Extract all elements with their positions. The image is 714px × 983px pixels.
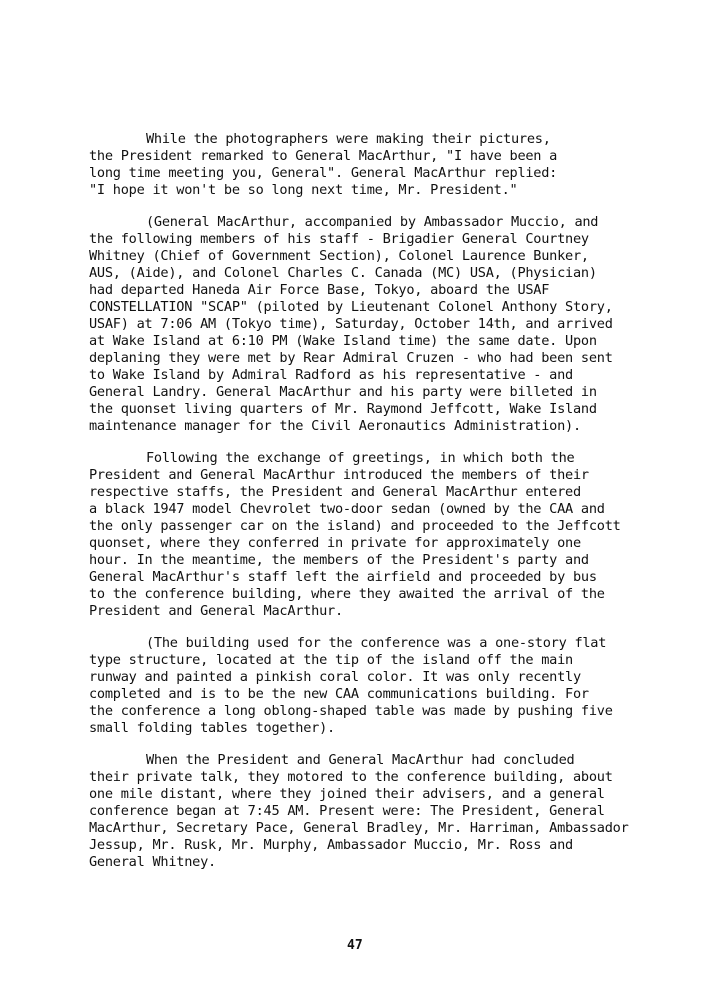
text-line: "I hope it won't be so long next time, Mr. President.": [89, 182, 518, 198]
text-line: deplaning they were met by Rear Admiral Cruzen - who had been sent: [89, 350, 613, 366]
text-line: hour. In the meantime, the members of the President's party and: [89, 552, 589, 568]
text-line: General Whitney.: [89, 854, 216, 870]
text-line: General Landry. General MacArthur and his party were billeted in: [89, 384, 597, 400]
text-line: CONSTELLATION "SCAP" (piloted by Lieutenant Colonel Anthony Story,: [89, 299, 613, 315]
text-line: to Wake Island by Admiral Radford as his representative - and: [89, 367, 573, 383]
text-line: (The building used for the conference was a one-story flat: [146, 635, 607, 651]
text-line: long time meeting you, General". General MacArthur replied:: [89, 165, 558, 181]
text-line: General MacArthur's staff left the airfield and proceeded by bus: [89, 569, 597, 585]
text-line: the quonset living quarters of Mr. Raymond Jeffcott, Wake Island: [89, 401, 597, 417]
text-line: the only passenger car on the island) and proceeded to the Jeffcott: [89, 518, 621, 534]
text-line: small folding tables together).: [89, 720, 335, 736]
text-line: had departed Haneda Air Force Base, Tokyo, aboard the USAF: [89, 282, 550, 298]
text-line: respective staffs, the President and General MacArthur entered: [89, 484, 581, 500]
text-line: at Wake Island at 6:10 PM (Wake Island time) the same date. Upon: [89, 333, 597, 349]
text-line: USAF) at 7:06 AM (Tokyo time), Saturday, October 14th, and arrived: [89, 316, 613, 332]
text-line: conference began at 7:45 AM. Present were: The President, General: [89, 803, 605, 819]
page-number: 47: [347, 938, 363, 953]
text-line: to the conference building, where they awaited the arrival of the: [89, 586, 605, 602]
text-line: the conference a long oblong-shaped table was made by pushing five: [89, 703, 613, 719]
text-line: the following members of his staff - Brigadier General Courtney: [89, 231, 589, 247]
text-line: Jessup, Mr. Rusk, Mr. Murphy, Ambassador Muccio, Mr. Ross and: [89, 837, 573, 853]
text-line: Following the exchange of greetings, in which both the: [146, 450, 575, 466]
text-line: the President remarked to General MacArthur, "I have been a: [89, 148, 558, 164]
text-line: completed and is to be the new CAA communications building. For: [89, 686, 589, 702]
text-line: MacArthur, Secretary Pace, General Bradley, Mr. Harriman, Ambassador: [89, 820, 629, 836]
text-line: type structure, located at the tip of the island off the main: [89, 652, 573, 668]
text-line: maintenance manager for the Civil Aeronautics Administration).: [89, 418, 581, 434]
text-line: President and General MacArthur.: [89, 603, 343, 619]
text-line: While the photographers were making their pictures,: [146, 131, 551, 147]
text-line: AUS, (Aide), and Colonel Charles C. Canada (MC) USA, (Physician): [89, 265, 597, 281]
text-line: (General MacArthur, accompanied by Ambassador Muccio, and: [146, 214, 599, 230]
text-line: runway and painted a pinkish coral color. It was only recently: [89, 669, 581, 685]
text-line: a black 1947 model Chevrolet two-door sedan (owned by the CAA and: [89, 501, 605, 517]
text-line: quonset, where they conferred in private for approximately one: [89, 535, 581, 551]
text-line: their private talk, they motored to the conference building, about: [89, 769, 613, 785]
text-line: one mile distant, where they joined their advisers, and a general: [89, 786, 605, 802]
text-line: When the President and General MacArthur had concluded: [146, 752, 575, 768]
text-line: Whitney (Chief of Government Section), Colonel Laurence Bunker,: [89, 248, 589, 264]
text-line: President and General MacArthur introduced the members of their: [89, 467, 589, 483]
